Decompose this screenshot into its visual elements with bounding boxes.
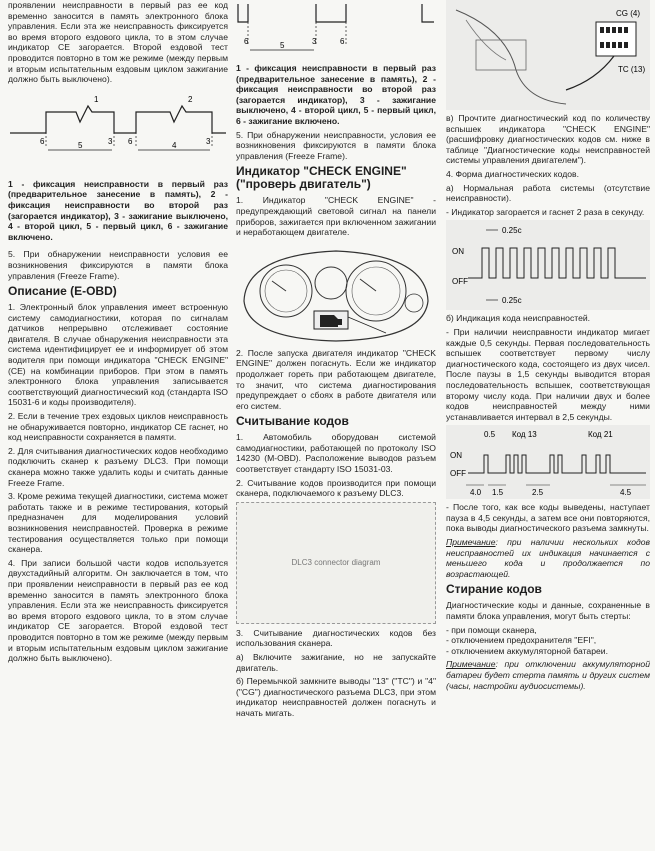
figure-caption: 1 - фиксация неисправности в первый раз (предварительное занесение в память), 2 - фиксация неисправности во второй раз (загорается индикатор), 3 - зажигание выключено, 4 - второй цикл, 5 - первый цикл, 6 - зажигание включено. xyxy=(8,178,228,242)
paragraph-1: в) Прочтите диагностический код по количеству вспышек индикатора "CHECK ENGINE" (расшифровку диагностических кодов см. ниже в таблице "Диагностические коды неисправностей системы управления двигателем"). xyxy=(446,113,650,166)
wave-label-5: 5 xyxy=(78,140,83,150)
paragraph-5: 3. Считывание диагностических кодов без использования сканера. xyxy=(236,627,436,649)
pin-cg-label: CG (4) xyxy=(616,9,640,18)
wave-label-5: 5 xyxy=(280,41,285,50)
section-heading-check-engine: Индикатор "CHECK ENGINE" ("проверь двигатель") xyxy=(236,164,407,192)
note-2 xyxy=(446,659,650,691)
wave-on-label: ON xyxy=(452,247,464,257)
paragraph-3a: - При наличии неисправности индикатор мигает каждые 0,5 секунды. Первая последовательность вспышек соответствует первому числу диагностического кода, состоящего из двух чисел. После паузы в 1,5 секунды выводится вторая последовательность вспышек, соответствующая второму числу кода. При наличии двух и более кодов неисправностей между ними устанавливается интервал в 2,5 секунды. xyxy=(446,326,650,422)
fault-code-waveform xyxy=(446,425,650,499)
paragraph-3: б) Индикация кода неисправностей. xyxy=(446,313,591,324)
note-2-label: Примечание xyxy=(446,659,496,670)
wave-on-label: ON xyxy=(450,451,462,461)
column-middle xyxy=(236,0,436,722)
paragraph-2: 4. Форма диагностических кодов. xyxy=(446,168,580,179)
note-1-text: : при наличии нескольких кодов неисправностей их индикация начинается с меньшего кода и продолжается по возрастающей. xyxy=(446,537,650,579)
wave-label-3a: 3 xyxy=(108,136,113,146)
paragraph-3: 2. Для считывания диагностических кодов необходимо подключить сканер к разъему DLC3. При помощи сканера можно также удалить коды и считать данные Freeze Frame. xyxy=(8,445,228,488)
paragraph-2: 2. После запуска двигателя индикатор "CHECK ENGINE" должен погаснуть. Если же индикатор продолжает гореть при работающем двигателе, то значит, что система диагностирования предупреждает о сбоях в работе двигателя или его систем. xyxy=(236,347,436,411)
interval-label-05: 0.5 xyxy=(484,430,496,440)
wave-label-1: 1 xyxy=(94,94,99,104)
ignition-cycle-waveform xyxy=(8,88,228,176)
paragraph-5a: а) Включите зажигание, но не запускайте двигатель. xyxy=(236,652,436,673)
code-13-label: Код 13 xyxy=(512,430,537,440)
wave-label-3b: 3 xyxy=(206,136,211,146)
section-heading-erasing: Стирание кодов xyxy=(446,582,542,597)
paragraph-5b: б) Перемычкой замкните выводы "13" ("TC") и "4" ("CG") диагностического разъема DLC3, при этом индикатор неисправностей должен погаснуть и начать мигать. xyxy=(236,676,436,718)
column-left xyxy=(8,0,228,667)
pin-tc-label: TC (13) xyxy=(618,65,646,74)
wave-label-2: 2 xyxy=(188,94,193,104)
instrument-cluster-illustration xyxy=(236,241,436,345)
wave-label-6: 6 xyxy=(244,37,249,46)
list-item: - отключением предохранителя "EFI", xyxy=(446,635,597,646)
note-1 xyxy=(446,537,650,579)
connector-jumper-illustration xyxy=(446,0,650,110)
interval-label-45: 4.5 xyxy=(620,488,632,498)
interval-label-25: 2.5 xyxy=(532,488,544,498)
note-1-label: Примечание xyxy=(446,537,496,548)
ignition-cycle-waveform-top xyxy=(236,0,436,60)
interval-label-15: 1.5 xyxy=(492,488,504,498)
paragraph-4: 3. Кроме режима текущей диагностики, система может работать также и в режиме тестирования, который предназначен для моделирования условий возникновения неисправностей. Проверка в режиме тестирования осуществляется только при помощи сканера. xyxy=(8,491,228,555)
paragraph-1: 1. Электронный блок управления имеет встроенную систему самодиагностики, которая по сигналам датчиков непрерывно отслеживает состояние двигателя. В случае обнаружения неисправности эта система идентифицирует ее и информирует об этом водителя при помощи индикатора "CHECK ENGINE" (CE) на комбинации приборов. При этом в память электронного блока управления записывается соответствующий диагностический код (стандарта ISO 15031-6 и коды производителя). xyxy=(8,302,228,408)
normal-operation-waveform xyxy=(446,220,650,310)
paragraph-freeze: 5. При обнаружении неисправности, условия ее возникновения фиксируются в памяти блока управления (Freeze Frame). xyxy=(236,129,436,161)
paragraph-4: - После того, как все коды выведены, наступает пауза в 4,5 секунды, а затем все они повторяются, пока выводы диагностического разъема замкнуты. xyxy=(446,502,650,534)
wave-label-6b: 6 xyxy=(128,136,133,146)
wave-label-4: 4 xyxy=(172,140,177,150)
paragraph-3: 1. Автомобиль оборудован системой самодиагностики, работающей по протоколу ISO 14230 (M-OBD). Расположение выводов разъем соответствует стандарту ISO 15031-03. xyxy=(236,432,436,475)
paragraph-freeze: 5. При обнаружении неисправности условия ее возникновения фиксируются в памяти блока управления (Freeze Frame). xyxy=(8,249,228,281)
wave-off-label: OFF xyxy=(452,277,468,287)
paragraph-2: 2. Если в течение трех ездовых циклов неисправность не обнаруживается повторно, индикатор CE гаснет, но код неисправности сохраняется в памяти. xyxy=(8,411,228,443)
section-heading-eobd: Описание (E-OBD) xyxy=(8,284,117,299)
column-right xyxy=(446,0,650,694)
paragraph-4: 2. Считывание кодов производится при помощи сканера, подключаемого к разъему DLC3. xyxy=(236,477,436,499)
interval-label-40: 4.0 xyxy=(470,488,482,498)
interval-label-bottom: 0.25c xyxy=(502,296,522,306)
paragraph-top: проявлении неисправности в первый раз ее код временно заносится в память электронного блока управления. Если эта же неисправность фиксируется во время второго ездового цикла, то в этом случае индикатор CE загорается. Второй ездовой тест проводится повторно в том же режиме (между первым и вторым испытательным ездовым циклом зажигание должно быть выключено). xyxy=(8,0,228,85)
section-heading-reading-codes: Считывание кодов xyxy=(236,414,349,429)
code-21-label: Код 21 xyxy=(588,430,613,440)
wave-label-6: 6 xyxy=(40,136,45,146)
note-2-text: : при отключении аккумуляторной батареи будет стерта память и других систем (часы, настройки аудиосистемы). xyxy=(446,659,650,691)
paragraph-5: 4. При записи большой части кодов используется двухстадийный алгоритм. Он заключается в том, что при проявлении неисправности в первый раз ее код временно заносится в память электронного блока управления. Если эта же неисправность фиксируется во время второго ездового цикла, то в этом случае индикатор CE загорается. Второй ездовой тест проводится повторно в том же режиме (между первым и вторым испытательным ездовым циклом зажигание должно быть выключено). xyxy=(8,557,228,664)
dlc3-connector-diagram: DLC3 connector diagram xyxy=(236,502,436,624)
figure-caption: 1 - фиксация неисправности в первый раз (предварительное занесение в память), 2 - фиксация неисправности во второй раз (загорается индикатор), 3 - зажигание выключено, 4 - второй цикл, 5 - первый цикл, 6 - зажигание включено. xyxy=(236,63,436,126)
list-item: - отключением аккумуляторной батареи. xyxy=(446,645,608,656)
wave-off-label: OFF xyxy=(450,469,466,479)
wave-label-3: 3 xyxy=(312,37,317,46)
paragraph-2b: - Индикатор загорается и гаснет 2 раза в секунду. xyxy=(446,206,645,217)
interval-label-top: 0.25c xyxy=(502,226,522,236)
wave-label-6b: 6 xyxy=(340,37,345,46)
paragraph-5: Диагностические коды и данные, сохраненные в памяти блока управления, могут быть стерты: xyxy=(446,600,650,622)
paragraph-2a: а) Нормальная работа системы (отсутствие неисправности). xyxy=(446,182,650,204)
paragraph-1: 1. Индикатор "CHECK ENGINE" - предупреждающий световой сигнал на панели приборов, зажигается при включенном зажигании и неработающем двигателе. xyxy=(236,195,436,238)
list-item: - при помощи сканера, xyxy=(446,624,537,635)
erase-methods-list xyxy=(446,625,650,657)
